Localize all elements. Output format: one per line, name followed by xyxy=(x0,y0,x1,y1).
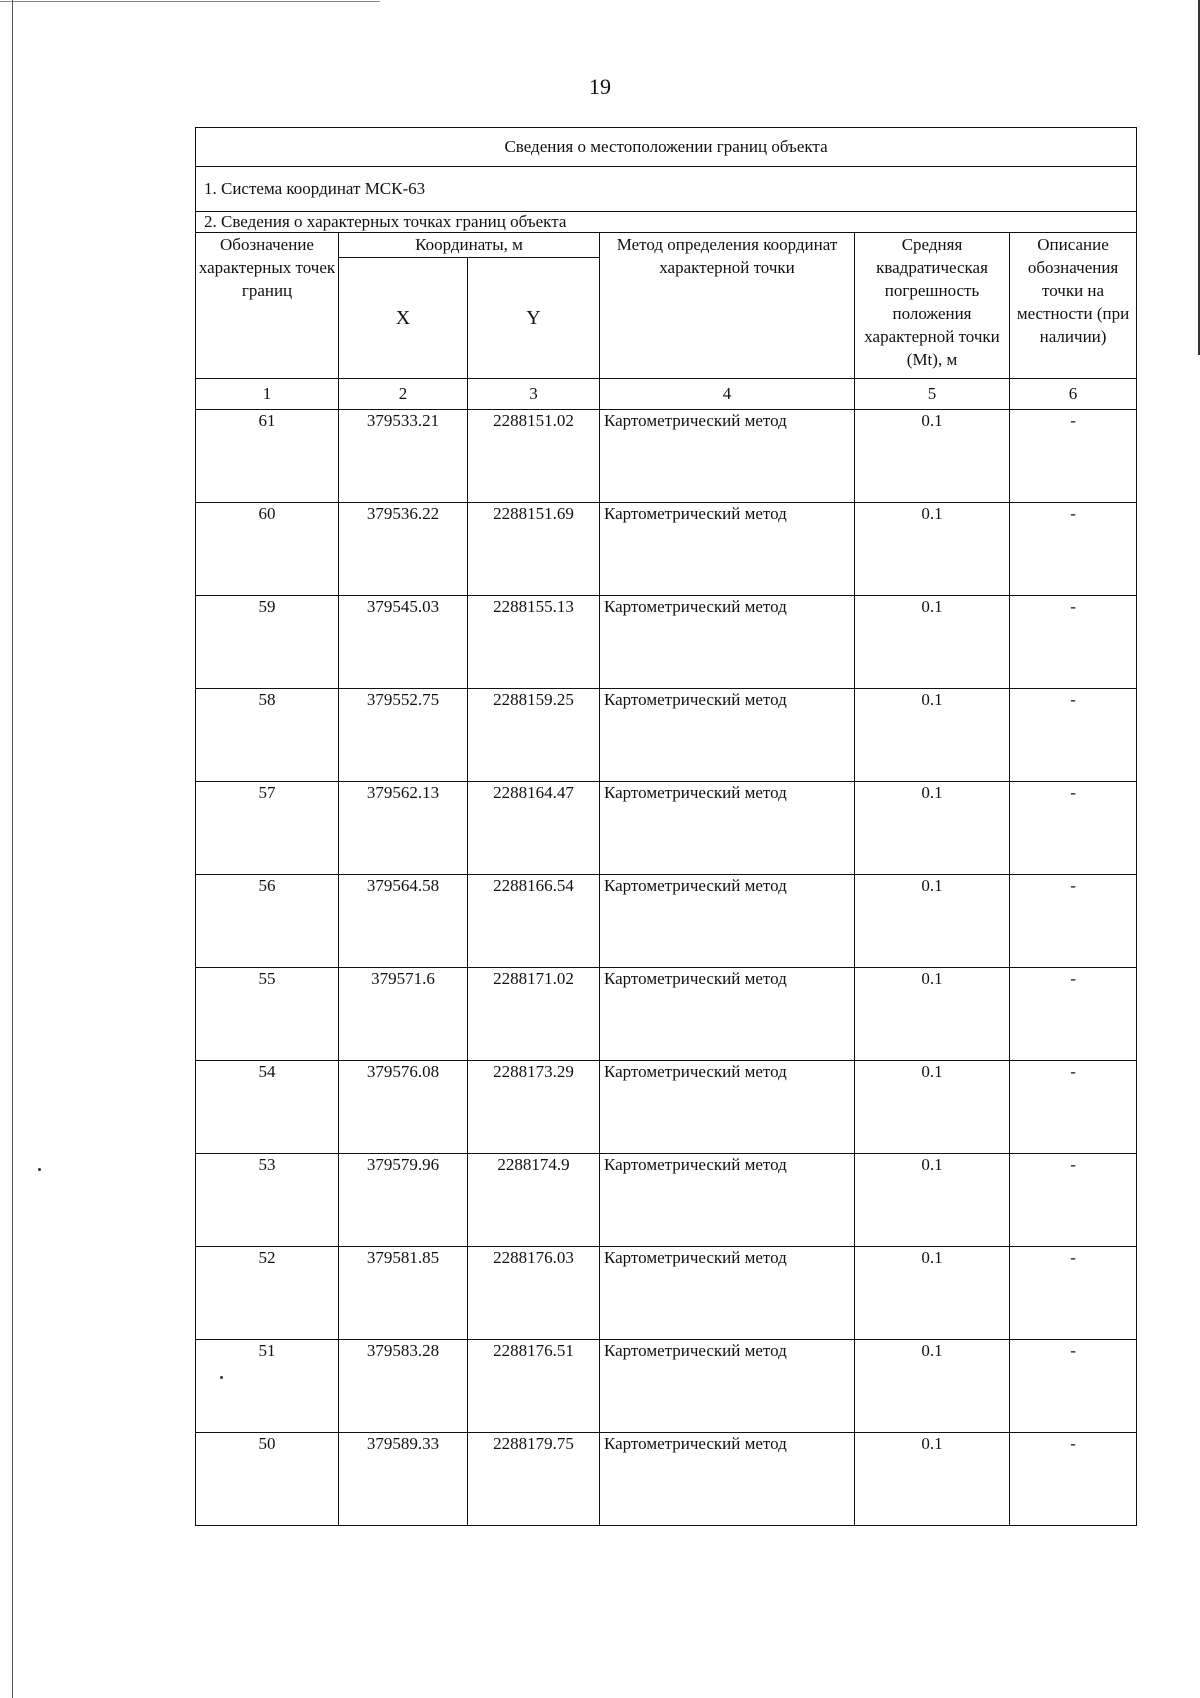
description-cell: - xyxy=(1010,782,1137,875)
point-id-cell: 56 xyxy=(196,875,339,968)
page-number: 19 xyxy=(589,74,611,99)
column-number: 5 xyxy=(855,379,1010,410)
y-coordinate-cell: 2288171.02 xyxy=(468,968,600,1061)
y-coordinate-cell: 2288164.47 xyxy=(468,782,600,875)
description-cell: - xyxy=(1010,410,1137,503)
error-cell: 0.1 xyxy=(855,1433,1010,1526)
table-row xyxy=(196,503,1137,596)
point-id-cell: 54 xyxy=(196,1061,339,1154)
method-cell: Картометрический метод xyxy=(600,875,855,968)
y-coordinate-cell: 2288151.02 xyxy=(468,410,600,503)
header-x: X xyxy=(339,258,468,379)
description-cell: - xyxy=(1010,968,1137,1061)
y-coordinate-cell: 2288166.54 xyxy=(468,875,600,968)
x-coordinate-cell: 379545.03 xyxy=(339,596,468,689)
table-row xyxy=(196,1433,1137,1526)
error-cell: 0.1 xyxy=(855,1340,1010,1433)
point-id-cell: 57 xyxy=(196,782,339,875)
y-coordinate-cell: 2288155.13 xyxy=(468,596,600,689)
x-coordinate-cell: 379579.96 xyxy=(339,1154,468,1247)
header-description: Описание обозначения точки на местности (при наличии) xyxy=(1010,233,1137,379)
description-cell: - xyxy=(1010,1433,1137,1526)
column-numbers-row xyxy=(196,379,1137,410)
error-cell: 0.1 xyxy=(855,503,1010,596)
y-coordinate-cell: 2288173.29 xyxy=(468,1061,600,1154)
header-coordinates: Координаты, м xyxy=(339,233,600,258)
point-id-cell: 59 xyxy=(196,596,339,689)
table-title: Сведения о местоположении границ объекта xyxy=(196,128,1137,167)
x-coordinate-cell: 379581.85 xyxy=(339,1247,468,1340)
error-cell: 0.1 xyxy=(855,875,1010,968)
description-cell: - xyxy=(1010,596,1137,689)
header-y: Y xyxy=(468,258,600,379)
table-row xyxy=(196,596,1137,689)
header-designation: Обозначение характерных точек границ xyxy=(196,233,339,379)
x-coordinate-cell: 379564.58 xyxy=(339,875,468,968)
x-coordinate-cell: 379552.75 xyxy=(339,689,468,782)
x-coordinate-cell: 379576.08 xyxy=(339,1061,468,1154)
method-cell: Картометрический метод xyxy=(600,1061,855,1154)
x-coordinate-cell: 379562.13 xyxy=(339,782,468,875)
table-row xyxy=(196,410,1137,503)
method-cell: Картометрический метод xyxy=(600,596,855,689)
x-coordinate-cell: 379571.6 xyxy=(339,968,468,1061)
error-cell: 0.1 xyxy=(855,782,1010,875)
column-number: 2 xyxy=(339,379,468,410)
x-coordinate-cell: 379533.21 xyxy=(339,410,468,503)
column-number: 3 xyxy=(468,379,600,410)
error-cell: 0.1 xyxy=(855,410,1010,503)
point-id-cell: 52 xyxy=(196,1247,339,1340)
scan-edge-left xyxy=(12,0,13,1698)
x-coordinate-cell: 379536.22 xyxy=(339,503,468,596)
point-id-cell: 55 xyxy=(196,968,339,1061)
point-id-cell: 60 xyxy=(196,503,339,596)
description-cell: - xyxy=(1010,689,1137,782)
column-number: 4 xyxy=(600,379,855,410)
table-row xyxy=(196,875,1137,968)
method-cell: Картометрический метод xyxy=(600,689,855,782)
error-cell: 0.1 xyxy=(855,596,1010,689)
table-row xyxy=(196,1061,1137,1154)
description-cell: - xyxy=(1010,1061,1137,1154)
description-cell: - xyxy=(1010,503,1137,596)
y-coordinate-cell: 2288174.9 xyxy=(468,1154,600,1247)
method-cell: Картометрический метод xyxy=(600,968,855,1061)
column-number: 6 xyxy=(1010,379,1137,410)
x-coordinate-cell: 379583.28 xyxy=(339,1340,468,1433)
table-row xyxy=(196,1247,1137,1340)
error-cell: 0.1 xyxy=(855,689,1010,782)
table-row xyxy=(196,689,1137,782)
y-coordinate-cell: 2288179.75 xyxy=(468,1433,600,1526)
error-cell: 0.1 xyxy=(855,968,1010,1061)
scan-speck xyxy=(38,1168,41,1171)
method-cell: Картометрический метод xyxy=(600,1340,855,1433)
table-row xyxy=(196,1154,1137,1247)
point-id-cell: 51 xyxy=(196,1340,339,1433)
description-cell: - xyxy=(1010,875,1137,968)
description-cell: - xyxy=(1010,1340,1137,1433)
table-row xyxy=(196,968,1137,1061)
error-cell: 0.1 xyxy=(855,1061,1010,1154)
error-cell: 0.1 xyxy=(855,1247,1010,1340)
error-cell: 0.1 xyxy=(855,1154,1010,1247)
coordinate-system: 1. Система координат МСК-63 xyxy=(196,167,1137,212)
method-cell: Картометрический метод xyxy=(600,1247,855,1340)
method-cell: Картометрический метод xyxy=(600,1154,855,1247)
description-cell: - xyxy=(1010,1154,1137,1247)
header-error: Средняя квадратическая погрешность положения характерной точки (Mt), м xyxy=(855,233,1010,379)
y-coordinate-cell: 2288159.25 xyxy=(468,689,600,782)
description-cell: - xyxy=(1010,1247,1137,1340)
method-cell: Картометрический метод xyxy=(600,410,855,503)
y-coordinate-cell: 2288151.69 xyxy=(468,503,600,596)
point-id-cell: 50 xyxy=(196,1433,339,1526)
y-coordinate-cell: 2288176.03 xyxy=(468,1247,600,1340)
point-id-cell: 53 xyxy=(196,1154,339,1247)
point-id-cell: 58 xyxy=(196,689,339,782)
points-section-title: 2. Сведения о характерных точках границ объекта xyxy=(196,212,1137,233)
boundary-points-table xyxy=(195,127,1137,1526)
point-id-cell: 61 xyxy=(196,410,339,503)
table-row xyxy=(196,1340,1137,1433)
method-cell: Картометрический метод xyxy=(600,1433,855,1526)
scan-edge-top xyxy=(0,1,380,2)
method-cell: Картометрический метод xyxy=(600,782,855,875)
header-method: Метод определения координат характерной точки xyxy=(600,233,855,379)
y-coordinate-cell: 2288176.51 xyxy=(468,1340,600,1433)
x-coordinate-cell: 379589.33 xyxy=(339,1433,468,1526)
table-row xyxy=(196,782,1137,875)
method-cell: Картометрический метод xyxy=(600,503,855,596)
column-number: 1 xyxy=(196,379,339,410)
